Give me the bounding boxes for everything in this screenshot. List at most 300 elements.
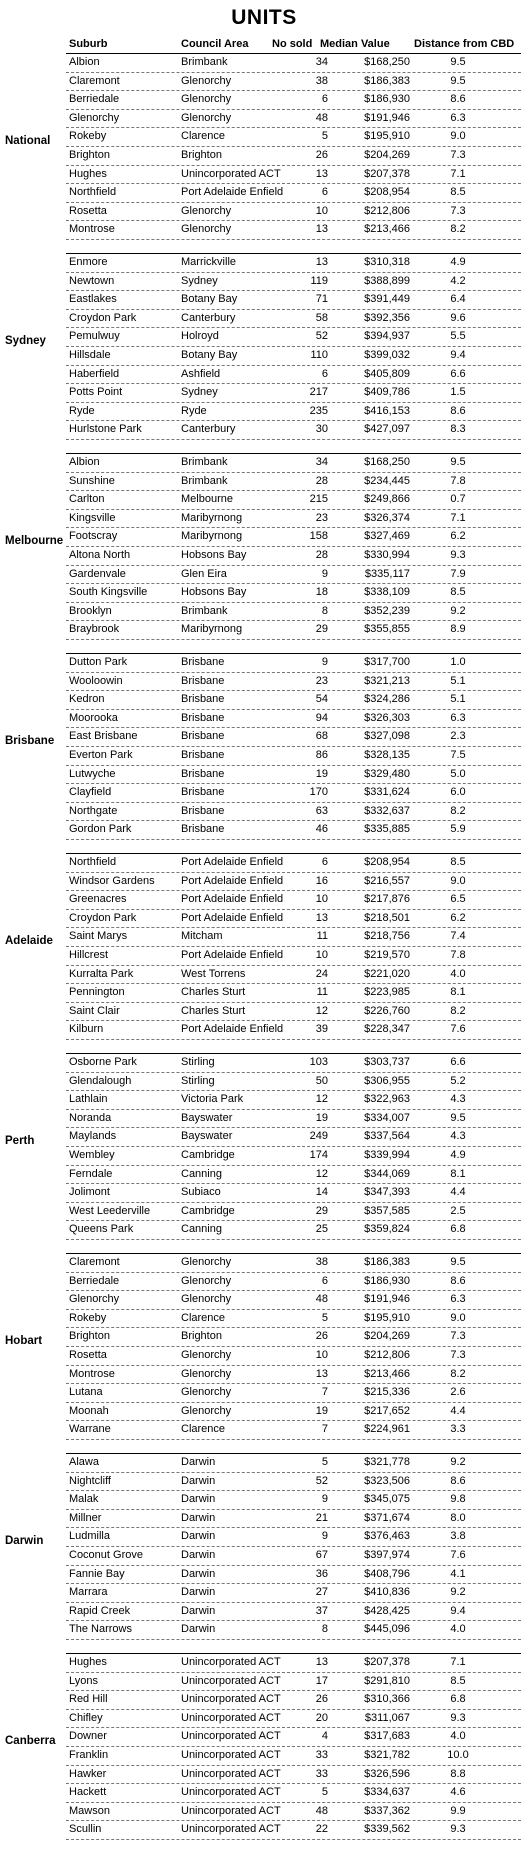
cell-median-value: $216,557 — [364, 874, 410, 887]
cell-council-area: Darwin — [181, 1493, 216, 1506]
cell-median-value: $408,796 — [364, 1567, 410, 1580]
region-rows — [66, 653, 521, 840]
cell-council-area: Brighton — [181, 1330, 222, 1343]
cell-no-sold: 33 — [315, 1748, 328, 1761]
cell-median-value: $310,318 — [364, 256, 410, 268]
cell-distance: 6.0 — [450, 786, 466, 799]
cell-median-value: $195,910 — [364, 130, 410, 143]
cell-suburb: Rokeby — [69, 1311, 107, 1324]
cell-suburb: Altona North — [69, 548, 131, 561]
table-row — [66, 91, 521, 110]
cell-suburb: Alawa — [69, 1456, 99, 1468]
cell-distance: 9.5 — [450, 456, 466, 468]
cell-suburb: Albion — [69, 456, 100, 468]
cell-no-sold: 27 — [315, 1586, 328, 1599]
table-row — [66, 1054, 521, 1073]
cell-no-sold: 249 — [309, 1130, 328, 1143]
cell-no-sold: 26 — [315, 1330, 328, 1343]
cell-no-sold: 5 — [321, 130, 328, 143]
cell-median-value: $324,286 — [364, 693, 410, 706]
region-label: Melbourne — [5, 535, 64, 547]
cell-no-sold: 29 — [315, 623, 328, 636]
table-row — [66, 1691, 521, 1710]
table-row — [66, 1547, 521, 1566]
cell-suburb: Hughes — [69, 167, 107, 180]
table-row — [66, 366, 521, 385]
cell-no-sold: 158 — [309, 530, 328, 543]
cell-distance: 7.6 — [450, 1023, 466, 1036]
cell-distance: 6.2 — [450, 530, 466, 543]
cell-no-sold: 21 — [315, 1511, 328, 1524]
cell-no-sold: 20 — [315, 1711, 328, 1724]
cell-no-sold: 13 — [315, 911, 328, 924]
cell-no-sold: 48 — [315, 111, 328, 124]
table-row — [66, 1221, 521, 1240]
region-label: Hobart — [5, 1335, 43, 1347]
table-row — [66, 928, 521, 947]
cell-distance: 9.2 — [450, 1586, 466, 1599]
cell-distance: 0.7 — [450, 493, 466, 506]
table-row — [66, 603, 521, 622]
cell-median-value: $326,374 — [364, 511, 410, 524]
region-rows — [66, 453, 521, 640]
cell-no-sold: 54 — [315, 693, 328, 706]
table-row — [66, 910, 521, 929]
table-row — [66, 728, 521, 747]
cell-median-value: $427,097 — [364, 423, 410, 436]
cell-suburb: Montrose — [69, 223, 115, 236]
cell-suburb: Dutton Park — [69, 656, 128, 668]
table-row — [66, 710, 521, 729]
cell-no-sold: 52 — [315, 330, 328, 343]
cell-no-sold: 19 — [315, 1111, 328, 1124]
cell-distance: 6.3 — [450, 1293, 466, 1306]
cell-council-area: Stirling — [181, 1056, 215, 1068]
cell-median-value: $317,683 — [364, 1730, 410, 1743]
cell-suburb: Footscray — [69, 530, 118, 543]
cell-median-value: $218,501 — [364, 911, 410, 924]
cell-council-area: Clarence — [181, 130, 226, 143]
cell-no-sold: 10 — [315, 1348, 328, 1361]
cell-council-area: Unincorporated ACT — [181, 1656, 281, 1668]
cell-suburb: The Narrows — [69, 1623, 132, 1636]
cell-distance: 8.1 — [450, 1167, 466, 1180]
cell-council-area: Glenorchy — [181, 1386, 232, 1399]
cell-council-area: Brisbane — [181, 711, 225, 724]
cell-median-value: $228,347 — [364, 1023, 410, 1036]
table-row — [66, 1128, 521, 1147]
cell-council-area: Bayswater — [181, 1111, 233, 1124]
header-suburb: Suburb — [69, 38, 108, 50]
cell-council-area: Charles Sturt — [181, 986, 246, 999]
cell-suburb: Haberfield — [69, 367, 120, 380]
cell-suburb: Newtown — [69, 274, 115, 287]
table-row — [66, 1747, 521, 1766]
cell-council-area: Darwin — [181, 1567, 216, 1580]
cell-council-area: West Torrens — [181, 967, 246, 980]
cell-council-area: Melbourne — [181, 493, 233, 506]
cell-suburb: Ludmilla — [69, 1530, 110, 1543]
cell-council-area: Glenorchy — [181, 1293, 232, 1306]
cell-median-value: $217,876 — [364, 893, 410, 906]
cell-council-area: Clarence — [181, 1423, 226, 1436]
cell-median-value: $191,946 — [364, 111, 410, 124]
cell-distance: 4.3 — [450, 1130, 466, 1143]
cell-council-area: Darwin — [181, 1511, 216, 1524]
cell-distance: 9.4 — [450, 1604, 466, 1617]
table-row — [66, 1091, 521, 1110]
cell-no-sold: 52 — [315, 1474, 328, 1487]
cell-suburb: Greenacres — [69, 893, 127, 906]
table-row — [66, 328, 521, 347]
cell-no-sold: 37 — [315, 1604, 328, 1617]
cell-distance: 7.3 — [450, 1330, 466, 1343]
region-label: Adelaide — [5, 935, 53, 947]
table-row — [66, 1654, 521, 1673]
table-row — [66, 673, 521, 692]
cell-distance: 7.8 — [450, 948, 466, 961]
cell-distance: 9.6 — [450, 311, 466, 324]
table-row — [66, 166, 521, 185]
cell-distance: 8.6 — [450, 1474, 466, 1487]
cell-no-sold: 94 — [315, 711, 328, 724]
cell-council-area: Brighton — [181, 148, 222, 161]
table-row — [66, 147, 521, 166]
region-group — [0, 853, 528, 1053]
cell-no-sold: 14 — [315, 1186, 328, 1199]
table-row — [66, 254, 521, 273]
cell-median-value: $399,032 — [364, 348, 410, 361]
cell-median-value: $218,756 — [364, 930, 410, 943]
cell-distance: 6.8 — [450, 1223, 466, 1236]
table-row — [66, 966, 521, 985]
cell-distance: 8.6 — [450, 93, 466, 106]
cell-council-area: Mitcham — [181, 930, 223, 943]
cell-distance: 4.6 — [450, 1786, 466, 1799]
cell-median-value: $328,135 — [364, 748, 410, 761]
cell-council-area: Hobsons Bay — [181, 586, 247, 599]
cell-distance: 4.0 — [450, 967, 466, 980]
region-label: Sydney — [5, 335, 46, 347]
cell-distance: 1.5 — [450, 386, 466, 399]
cell-distance: 8.5 — [450, 186, 466, 199]
table-row — [66, 1110, 521, 1129]
cell-no-sold: 119 — [310, 274, 328, 287]
page-title: UNITS — [231, 6, 297, 29]
cell-suburb: Claremont — [69, 1256, 120, 1268]
cell-distance: 9.0 — [450, 130, 466, 143]
cell-council-area: Darwin — [181, 1530, 216, 1543]
cell-no-sold: 217 — [309, 386, 328, 399]
cell-no-sold: 9 — [321, 656, 328, 668]
cell-median-value: $332,637 — [364, 804, 410, 817]
cell-no-sold: 19 — [315, 1404, 328, 1417]
header-council-area: Council Area — [181, 38, 249, 50]
cell-suburb: Wembley — [69, 1148, 115, 1161]
cell-distance: 8.1 — [450, 986, 466, 999]
cell-council-area: Brisbane — [181, 656, 225, 668]
cell-distance: 9.3 — [450, 1711, 466, 1724]
cell-council-area: Clarence — [181, 1311, 226, 1324]
cell-median-value: $311,067 — [364, 1711, 410, 1724]
cell-distance: 7.3 — [450, 1348, 466, 1361]
cell-distance: 9.2 — [450, 1456, 466, 1468]
cell-median-value: $186,930 — [364, 93, 410, 106]
cell-suburb: Rosetta — [69, 1348, 107, 1361]
cell-distance: 9.9 — [450, 1804, 466, 1817]
cell-suburb: Braybrook — [69, 623, 120, 636]
cell-suburb: Coconut Grove — [69, 1548, 143, 1561]
table-row — [66, 1673, 521, 1692]
cell-council-area: Unincorporated ACT — [181, 1767, 281, 1780]
table-row — [66, 854, 521, 873]
cell-no-sold: 48 — [315, 1293, 328, 1306]
units-table — [0, 53, 528, 1853]
cell-distance: 9.3 — [450, 1823, 466, 1836]
cell-distance: 7.4 — [450, 930, 466, 943]
cell-median-value: $195,910 — [364, 1311, 410, 1324]
region-group — [0, 1653, 528, 1853]
table-row — [66, 403, 521, 422]
cell-council-area: Charles Sturt — [181, 1004, 246, 1017]
cell-suburb: Downer — [69, 1730, 107, 1743]
cell-median-value: $306,955 — [364, 1074, 410, 1087]
table-row — [66, 221, 521, 240]
cell-median-value: $321,782 — [364, 1748, 410, 1761]
cell-median-value: $215,336 — [364, 1386, 410, 1399]
cell-median-value: $339,562 — [364, 1823, 410, 1836]
cell-suburb: Lathlain — [69, 1093, 108, 1106]
cell-suburb: Noranda — [69, 1111, 112, 1124]
cell-council-area: Canning — [181, 1223, 222, 1236]
table-row — [66, 1310, 521, 1329]
cell-median-value: $323,506 — [364, 1474, 410, 1487]
cell-suburb: Malak — [69, 1493, 99, 1506]
cell-no-sold: 13 — [315, 223, 328, 236]
cell-suburb: Hillcrest — [69, 948, 109, 961]
cell-distance: 6.8 — [450, 1693, 466, 1706]
cell-suburb: Lutana — [69, 1386, 103, 1399]
cell-median-value: $208,954 — [364, 186, 410, 199]
cell-median-value: $186,930 — [364, 1274, 410, 1287]
cell-no-sold: 33 — [315, 1767, 328, 1780]
cell-suburb: Northgate — [69, 804, 118, 817]
region-rows — [66, 853, 521, 1040]
cell-median-value: $337,362 — [364, 1804, 410, 1817]
cell-median-value: $344,069 — [364, 1167, 410, 1180]
table-row — [66, 273, 521, 292]
cell-suburb: Everton Park — [69, 748, 133, 761]
cell-suburb: Marrara — [69, 1586, 108, 1599]
cell-council-area: Unincorporated ACT — [181, 1748, 281, 1761]
cell-council-area: Ashfield — [181, 367, 221, 380]
cell-suburb: Jolimont — [69, 1186, 110, 1199]
cell-council-area: Brimbank — [181, 456, 228, 468]
cell-council-area: Canterbury — [181, 423, 236, 436]
cell-council-area: Port Adelaide Enfield — [181, 856, 284, 868]
cell-suburb: Glenorchy — [69, 1293, 120, 1306]
cell-suburb: Queens Park — [69, 1223, 134, 1236]
cell-council-area: Botany Bay — [181, 348, 238, 361]
table-row — [66, 821, 521, 840]
cell-suburb: Brighton — [69, 148, 110, 161]
cell-suburb: Brighton — [69, 1330, 110, 1343]
cell-no-sold: 39 — [315, 1023, 328, 1036]
cell-council-area: Brimbank — [181, 474, 228, 487]
cell-suburb: Hillsdale — [69, 348, 111, 361]
cell-no-sold: 50 — [315, 1074, 328, 1087]
cell-council-area: Stirling — [181, 1074, 215, 1087]
cell-median-value: $212,806 — [364, 204, 410, 217]
cell-suburb: Maylands — [69, 1130, 117, 1143]
cell-suburb: Enmore — [69, 256, 108, 268]
cell-suburb: Saint Clair — [69, 1004, 120, 1017]
cell-suburb: Pennington — [69, 986, 125, 999]
cell-no-sold: 34 — [315, 456, 328, 468]
cell-distance: 7.1 — [450, 1656, 466, 1668]
cell-median-value: $226,760 — [364, 1004, 410, 1017]
cell-council-area: Cambridge — [181, 1204, 235, 1217]
table-row — [66, 1184, 521, 1203]
cell-suburb: Moonah — [69, 1404, 109, 1417]
cell-no-sold: 235 — [309, 404, 328, 417]
cell-median-value: $322,963 — [364, 1093, 410, 1106]
table-row — [66, 1710, 521, 1729]
cell-council-area: Sydney — [181, 274, 218, 287]
cell-no-sold: 5 — [321, 1311, 328, 1324]
table-row — [66, 491, 521, 510]
table-row — [66, 454, 521, 473]
table-row — [66, 203, 521, 222]
table-row — [66, 1454, 521, 1473]
cell-suburb: East Brisbane — [69, 730, 138, 743]
cell-distance: 8.0 — [450, 1511, 466, 1524]
cell-distance: 7.6 — [450, 1548, 466, 1561]
cell-no-sold: 24 — [315, 967, 328, 980]
cell-council-area: Maribyrnong — [181, 623, 243, 636]
cell-distance: 9.4 — [450, 348, 466, 361]
cell-distance: 4.9 — [450, 1148, 466, 1161]
cell-council-area: Darwin — [181, 1456, 216, 1468]
cell-suburb: Kilburn — [69, 1023, 104, 1036]
cell-council-area: Glenorchy — [181, 93, 232, 106]
cell-no-sold: 25 — [315, 1223, 328, 1236]
cell-no-sold: 16 — [315, 874, 328, 887]
cell-council-area: Brisbane — [181, 693, 225, 706]
cell-council-area: Unincorporated ACT — [181, 1674, 281, 1687]
cell-no-sold: 19 — [315, 767, 328, 780]
cell-median-value: $337,564 — [364, 1130, 410, 1143]
table-row — [66, 1273, 521, 1292]
cell-suburb: Osborne Park — [69, 1056, 137, 1068]
cell-distance: 7.3 — [450, 204, 466, 217]
cell-distance: 8.2 — [450, 1004, 466, 1017]
table-row — [66, 347, 521, 366]
table-row — [66, 1073, 521, 1092]
table-row — [66, 384, 521, 403]
cell-median-value: $329,480 — [364, 767, 410, 780]
header-distance-from-cbd: Distance from CBD — [414, 38, 515, 50]
cell-suburb: Brooklyn — [69, 604, 112, 617]
cell-distance: 9.0 — [450, 1311, 466, 1324]
table-row — [66, 947, 521, 966]
cell-median-value: $409,786 — [364, 386, 410, 399]
cell-median-value: $397,974 — [364, 1548, 410, 1561]
table-row — [66, 528, 521, 547]
cell-council-area: Glenorchy — [181, 74, 232, 87]
cell-distance: 8.8 — [450, 1767, 466, 1780]
cell-suburb: Saint Marys — [69, 930, 128, 943]
cell-median-value: $321,213 — [364, 674, 410, 687]
cell-distance: 8.6 — [450, 1274, 466, 1287]
cell-median-value: $326,596 — [364, 1767, 410, 1780]
cell-no-sold: 12 — [315, 1167, 328, 1180]
table-row — [66, 1803, 521, 1822]
table-row — [66, 473, 521, 492]
cell-suburb: Franklin — [69, 1748, 109, 1761]
cell-council-area: Brisbane — [181, 748, 225, 761]
cell-median-value: $221,020 — [364, 967, 410, 980]
cell-distance: 5.1 — [450, 674, 466, 687]
cell-no-sold: 23 — [315, 674, 328, 687]
cell-median-value: $331,624 — [364, 786, 410, 799]
cell-council-area: Marrickville — [181, 256, 236, 268]
table-row — [66, 510, 521, 529]
cell-median-value: $208,954 — [364, 856, 410, 868]
cell-council-area: Bayswater — [181, 1130, 233, 1143]
cell-suburb: Kingsville — [69, 511, 116, 524]
cell-suburb: Wooloowin — [69, 674, 123, 687]
cell-council-area: Hobsons Bay — [181, 548, 247, 561]
cell-no-sold: 10 — [315, 893, 328, 906]
cell-median-value: $335,117 — [364, 567, 410, 580]
table-row — [66, 1328, 521, 1347]
table-row — [66, 1528, 521, 1547]
cell-suburb: Hughes — [69, 1656, 107, 1668]
region-label: Brisbane — [5, 735, 55, 747]
cell-no-sold: 63 — [315, 804, 328, 817]
cell-council-area: Brisbane — [181, 674, 225, 687]
cell-distance: 8.2 — [450, 223, 466, 236]
cell-suburb: Hackett — [69, 1786, 107, 1799]
table-row — [66, 1203, 521, 1222]
cell-median-value: $213,466 — [364, 1367, 410, 1380]
cell-no-sold: 86 — [315, 748, 328, 761]
cell-median-value: $249,866 — [364, 493, 410, 506]
table-row — [66, 421, 521, 440]
cell-no-sold: 170 — [309, 786, 328, 799]
cell-median-value: $186,383 — [364, 74, 410, 87]
cell-median-value: $405,809 — [364, 367, 410, 380]
cell-no-sold: 12 — [315, 1004, 328, 1017]
cell-no-sold: 67 — [315, 1548, 328, 1561]
cell-median-value: $338,109 — [364, 586, 410, 599]
region-group — [0, 653, 528, 853]
region-rows — [66, 253, 521, 440]
cell-no-sold: 29 — [315, 1204, 328, 1217]
cell-no-sold: 38 — [315, 1256, 328, 1268]
cell-no-sold: 7 — [321, 1423, 328, 1436]
cell-council-area: Port Adelaide Enfield — [181, 911, 284, 924]
cell-no-sold: 7 — [321, 1386, 328, 1399]
cell-distance: 9.3 — [450, 548, 466, 561]
cell-suburb: Warrane — [69, 1423, 111, 1436]
cell-distance: 6.6 — [450, 1056, 466, 1068]
cell-distance: 8.5 — [450, 586, 466, 599]
cell-council-area: Glenorchy — [181, 1274, 232, 1287]
cell-median-value: $376,463 — [364, 1530, 410, 1543]
table-row — [66, 1491, 521, 1510]
